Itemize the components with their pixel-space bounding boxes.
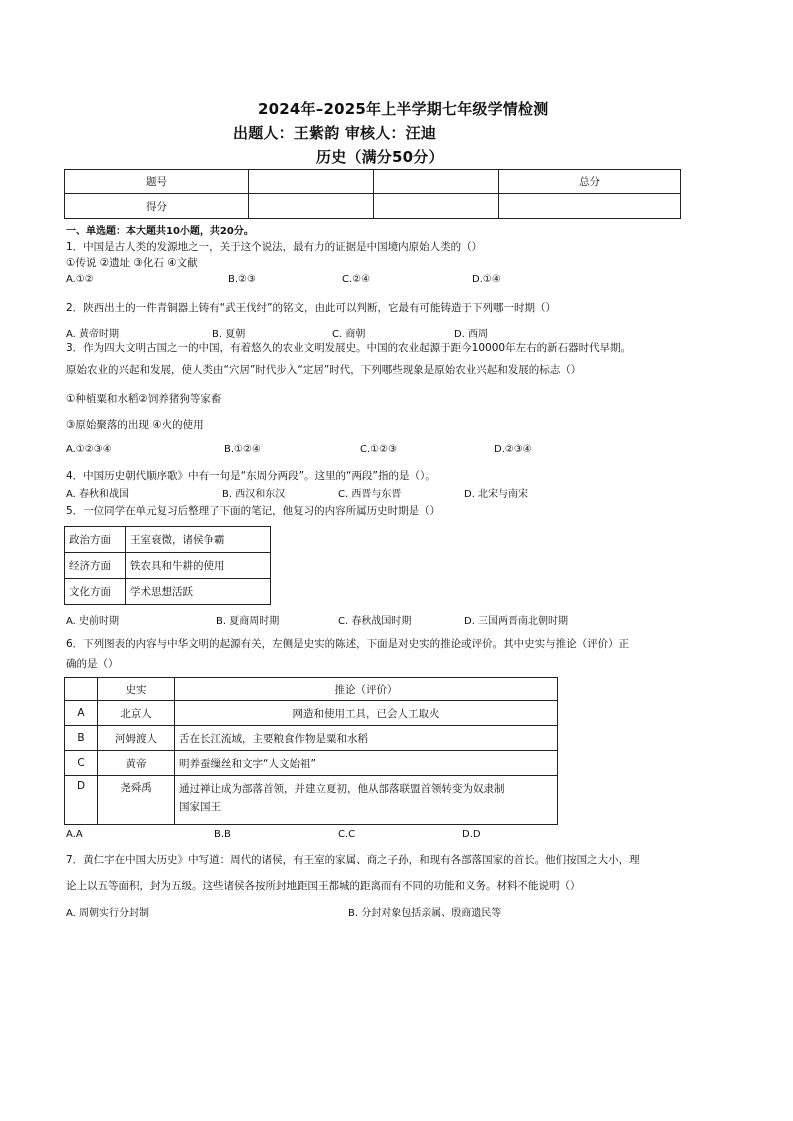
question-3-items-line1: ①种植粟和水稻②饲养猪狗等家畜 xyxy=(66,393,222,405)
score-table-cell xyxy=(249,194,374,219)
question-7-stem-line1: 7．黄仁宇在中国大历史》中写道：周代的诸侯，有王室的家属、商之子孙，和现有各部落国家的首长。他们按国之大小，理 xyxy=(66,854,640,866)
question-5-option-c[interactable]: C. 春秋战国时期 xyxy=(338,616,412,627)
question-3-items-line2: ③原始聚落的出现 ④火的使用 xyxy=(66,419,204,431)
question-2-stem: 2．陕西出土的一件青铜器上铸有“武王伐纣”的铭文，由此可以判断，它最有可能铸造于下列哪一时期（） xyxy=(66,302,557,314)
question-3-option-b[interactable]: B.①②④ xyxy=(224,444,261,455)
notes-content: 学术思想活跃 xyxy=(126,579,271,605)
question-1-option-c[interactable]: C.②④ xyxy=(342,274,371,285)
question-5-option-a[interactable]: A. 史前时期 xyxy=(66,616,120,627)
score-table-total-label: 总分 xyxy=(499,170,681,194)
table-row-letter: C xyxy=(65,751,98,776)
score-table-cell xyxy=(499,194,681,219)
question-3-stem-line2: 原始农业的兴起和发展，使人类由“穴居”时代步入“定居”时代，下列哪些现象是原始农业兴起和发展的标志（） xyxy=(66,364,582,376)
question-1-option-b[interactable]: B.②③ xyxy=(228,274,256,285)
question-6-option-a[interactable]: A.A xyxy=(66,829,83,840)
table-row-letter: B xyxy=(65,726,98,751)
notes-aspect: 文化方面 xyxy=(65,579,126,605)
notes-content: 铁农具和牛耕的使用 xyxy=(126,553,271,579)
question-4-stem: 4．中国历史朝代顺序歌》中有一句是“东周分两段”。这里的“两段”指的是（）。 xyxy=(66,470,436,482)
table-row-letter: A xyxy=(65,701,98,726)
notes-content: 王室衰微，诸侯争霸 xyxy=(126,527,271,553)
question-1-stem: 1．中国是古人类的发源地之一，关于这个说法，最有力的证据是中国境内原始人类的（） xyxy=(66,241,483,253)
question-4-option-d[interactable]: D. 北宋与南宋 xyxy=(464,489,529,500)
question-1-option-d[interactable]: D.①④ xyxy=(472,274,501,285)
table-row-inference-line2: 国家国王 xyxy=(179,801,221,813)
table-row-fact: 河姆渡人 xyxy=(98,726,175,751)
question-5-option-b[interactable]: B. 夏商周时期 xyxy=(216,616,280,627)
score-table-cell xyxy=(249,170,374,194)
question-4-option-b[interactable]: B. 西汉和东汉 xyxy=(222,489,286,500)
question-7-option-b[interactable]: B. 分封对象包括亲属、殷商遗民等 xyxy=(348,908,502,919)
question-5-stem: 5．一位同学在单元复习后整理了下面的笔记，他复习的内容所属历史时期是（） xyxy=(66,505,441,517)
exam-title: 2024年–2025年上半学期七年级学情检测 xyxy=(258,100,549,118)
score-table-score-label: 得分 xyxy=(65,194,249,219)
table-row-fact: 尧舜禹 xyxy=(98,776,175,825)
question-6-option-d[interactable]: D.D xyxy=(462,829,481,840)
question-2-option-c[interactable]: C. 商朝 xyxy=(332,329,366,340)
table-row-inference: 舌在长江流域，主要粮食作物是粟和水稻 xyxy=(175,726,558,751)
score-table-cell xyxy=(374,170,499,194)
table-row-inference xyxy=(175,776,558,825)
table-row-letter: D xyxy=(65,776,98,825)
question-7-option-a[interactable]: A. 周朝实行分封制 xyxy=(66,908,150,919)
table-header: 史实 xyxy=(98,678,175,701)
exam-subject: 历史（满分50分） xyxy=(316,148,444,166)
table-row-inference-line1: 通过禅让成为部落首领，并建立夏初，他从部落联盟首领转变为奴隶制 xyxy=(179,783,505,795)
question-3-stem-line1: 3．作为四大文明古国之一的中国，有着悠久的农业文明发展史。中国的农业起源于距今10000年左右的新石器时代早期。 xyxy=(66,342,632,354)
question-3-option-d[interactable]: D.②③④ xyxy=(494,444,532,455)
question-6-option-b[interactable]: B.B xyxy=(214,829,231,840)
question-4-option-a[interactable]: A. 春秋和战国 xyxy=(66,489,130,500)
table-row-fact: 黄帝 xyxy=(98,751,175,776)
question-2-option-d[interactable]: D. 西周 xyxy=(454,329,489,340)
notes-aspect: 政治方面 xyxy=(65,527,126,553)
question-5-option-d[interactable]: D. 三国两晋南北朝时期 xyxy=(464,616,569,627)
score-table xyxy=(64,169,681,219)
question-5-notes-table xyxy=(64,526,271,605)
table-row-inference: 网造和使用工具，已会人工取火 xyxy=(175,701,558,726)
table-row-inference: 明养蚕缫丝和文字“人文始祖” xyxy=(175,751,558,776)
section-heading: 一、单选题：本大题共10小题，共20分。 xyxy=(66,226,254,237)
question-3-option-c[interactable]: C.①②③ xyxy=(360,444,398,455)
table-row-fact: 北京人 xyxy=(98,701,175,726)
question-7-stem-line2: 论上以五等面积，封为五级。这些诸侯各按所封地距国王都城的距离而有不同的功能和义务。材料不能说明（） xyxy=(66,880,581,892)
score-table-question-label: 题号 xyxy=(65,170,249,194)
table-header: 推论（评价） xyxy=(175,678,558,701)
question-1-option-a[interactable]: A.①② xyxy=(66,274,94,285)
question-2-option-a[interactable]: A. 黄帝时期 xyxy=(66,329,120,340)
question-1-items: ①传说 ②遗址 ③化石 ④文献 xyxy=(66,257,198,269)
question-6-table xyxy=(64,677,558,825)
notes-aspect: 经济方面 xyxy=(65,553,126,579)
score-table-cell xyxy=(374,194,499,219)
question-2-option-b[interactable]: B. 夏朝 xyxy=(212,329,246,340)
question-4-option-c[interactable]: C. 西晋与东晋 xyxy=(338,489,402,500)
question-6-stem-line1: 6．下列图表的内容与中华文明的起源有关，左侧是史实的陈述，下面是对史实的推论或评价。其中史实与推论（评价）正 xyxy=(66,638,630,650)
question-3-option-a[interactable]: A.①②③④ xyxy=(66,444,112,455)
question-6-option-c[interactable]: C.C xyxy=(338,829,356,840)
question-6-stem-line2: 确的是（） xyxy=(66,658,119,670)
table-header xyxy=(65,678,98,701)
exam-authors: 出题人：王紫韵 审核人：汪迪 xyxy=(233,124,437,142)
